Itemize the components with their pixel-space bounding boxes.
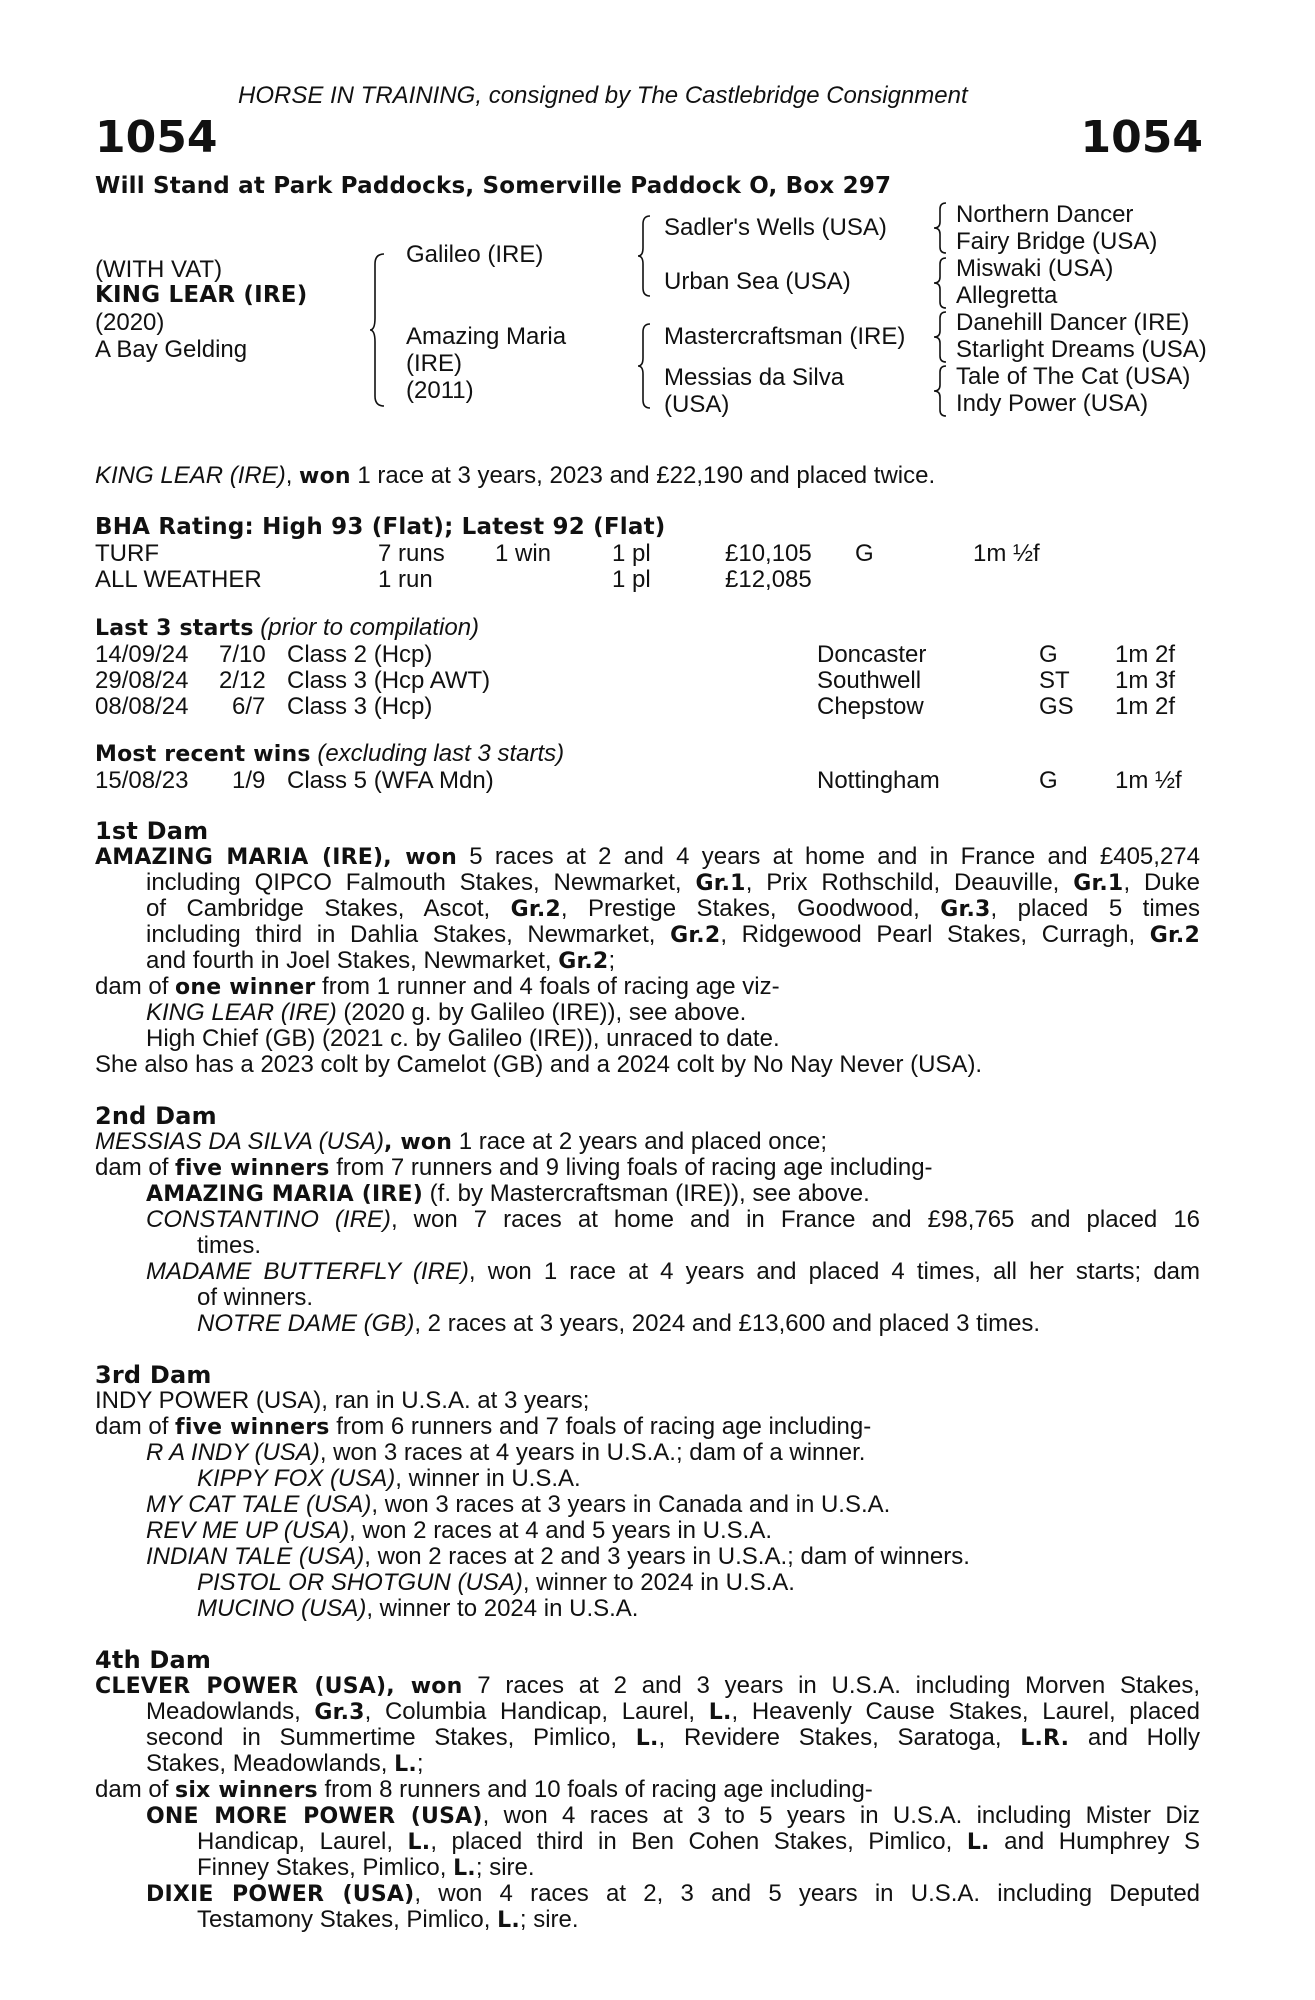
last3-heading bbox=[95, 615, 479, 642]
dam1-heading: 1st Dam bbox=[95, 817, 209, 845]
stand-location: Will Stand at Park Paddocks, Somerville Paddock O, Box 297 bbox=[95, 173, 892, 199]
start-row bbox=[95, 667, 1225, 693]
start-race: Class 3 (Hcp AWT) bbox=[287, 667, 491, 694]
dam4-line-7: Handicap, Laurel, L., placed third in Ben Cohen Stakes, Pimlico, L. and Humphrey S bbox=[197, 1828, 1200, 1855]
win-course: Nottingham bbox=[817, 767, 940, 794]
dam3-line-2: dam of five winners from 6 runners and 7 foals of racing age including- bbox=[95, 1413, 872, 1440]
rating-placed: 1 pl bbox=[612, 540, 651, 567]
start-distance: 1m 2f bbox=[1115, 641, 1176, 668]
dam4-line-2: Meadowlands, Gr.3, Columbia Handicap, Laurel, L., Heavenly Cause Stakes, Laurel, placed bbox=[146, 1698, 1200, 1725]
pedigree-g-ss-dam: Fairy Bridge (USA) bbox=[956, 228, 1158, 255]
start-position: 7/10 bbox=[219, 641, 266, 668]
dam2-line-1: MESSIAS DA SILVA (USA), won 1 race at 2 years and placed once; bbox=[95, 1128, 828, 1155]
dam1-line-3: of Cambridge Stakes, Ascot, Gr.2, Prestige Stakes, Goodwood, Gr.3, placed 5 times bbox=[146, 895, 1200, 922]
dam2-line-2: dam of five winners from 7 runners and 9 living foals of racing age including- bbox=[95, 1154, 933, 1181]
dam4-heading: 4th Dam bbox=[95, 1646, 212, 1674]
dam3-line-1: INDY POWER (USA), ran in U.S.A. at 3 years; bbox=[95, 1387, 590, 1414]
summary-won: won bbox=[299, 464, 351, 489]
summary-rest: 1 race at 3 years, 2023 and £22,190 and placed twice. bbox=[350, 462, 936, 489]
pedigree-g-ds-sire: Danehill Dancer (IRE) bbox=[956, 309, 1190, 336]
pedigree-brace-gds bbox=[934, 310, 948, 364]
dam3-produce: R A INDY (USA), won 3 races at 4 years in U.S.A.; dam of a winner. bbox=[146, 1439, 866, 1466]
dam3-produce: MY CAT TALE (USA), won 3 races at 3 years in Canada and in U.S.A. bbox=[146, 1491, 891, 1518]
start-going: ST bbox=[1039, 667, 1070, 694]
dam1-line-8: High Chief (GB) (2021 c. by Galileo (IRE)), unraced to date. bbox=[146, 1025, 780, 1052]
pedigree-dam-year: (2011) bbox=[406, 377, 474, 404]
dam4-line-6: ONE MORE POWER (USA), won 4 races at 3 to 5 years in U.S.A. including Mister Diz bbox=[146, 1802, 1200, 1829]
rating-distance: 1m ½f bbox=[973, 540, 1040, 567]
last3-title: Last 3 starts bbox=[95, 616, 254, 641]
recent-wins-heading bbox=[95, 741, 564, 768]
dam1-line-7: KING LEAR (IRE) (2020 g. by Galileo (IRE)), see above. bbox=[146, 999, 747, 1026]
dam3-produce: KIPPY FOX (USA), winner in U.S.A. bbox=[197, 1465, 581, 1492]
pedigree-dam-dam-name: Messias da Silva bbox=[664, 364, 845, 391]
pedigree-dam-sire: Mastercraftsman (IRE) bbox=[664, 323, 906, 350]
dam1-line-6: dam of one winner from 1 runner and 4 foals of racing age viz- bbox=[95, 973, 780, 1000]
pedigree-dam-dam-origin: (USA) bbox=[664, 391, 730, 418]
recent-wins-title: Most recent wins bbox=[95, 742, 311, 767]
rating-runs: 7 runs bbox=[378, 540, 445, 567]
rating-surface: TURF bbox=[95, 540, 159, 567]
dam3-heading: 3rd Dam bbox=[95, 1361, 212, 1389]
start-position: 2/12 bbox=[219, 667, 266, 694]
start-date: 29/08/24 bbox=[95, 667, 189, 694]
recent-wins-note: (excluding last 3 starts) bbox=[317, 740, 565, 767]
pedigree-dam-origin: (IRE) bbox=[406, 350, 462, 377]
win-position: 1/9 bbox=[232, 767, 266, 794]
horse-description: A Bay Gelding bbox=[95, 336, 248, 363]
pedigree-brace-gsd bbox=[934, 256, 948, 310]
dam4-line-3: second in Summertime Stakes, Pimlico, L., Revidere Stakes, Saratoga, L.R. and Holly bbox=[146, 1724, 1201, 1751]
horse-year: (2020) bbox=[95, 309, 165, 336]
pedigree-g-sd-dam: Allegretta bbox=[956, 282, 1058, 309]
start-course: Chepstow bbox=[817, 693, 924, 720]
last3-note: (prior to compilation) bbox=[260, 614, 480, 641]
start-distance: 1m 3f bbox=[1115, 667, 1176, 694]
dam1-line-1: AMAZING MARIA (IRE), won 5 races at 2 and 4 years at home and in France and £405,274 bbox=[95, 843, 1200, 870]
rating-prize: £10,105 bbox=[725, 540, 812, 567]
pedigree-g-sd-sire: Miswaki (USA) bbox=[956, 255, 1114, 282]
rating-prize: £12,085 bbox=[725, 566, 812, 593]
dam1-name: AMAZING MARIA (IRE) bbox=[95, 845, 384, 870]
pedigree-g-ss-sire: Northern Dancer bbox=[956, 201, 1134, 228]
dam4-line-4: Stakes, Meadowlands, L.; bbox=[146, 1750, 424, 1777]
dam1-line-2: including QIPCO Falmouth Stakes, Newmarket, Gr.1, Prix Rothschild, Deauville, Gr.1, Duke bbox=[146, 869, 1200, 896]
race-summary: KING LEAR (IRE), won 1 race at 3 years, 2023 and £22,190 and placed twice. bbox=[95, 462, 936, 489]
rating-placed: 1 pl bbox=[612, 566, 651, 593]
pedigree-brace-gss bbox=[934, 201, 948, 255]
pedigree-g-ds-dam: Starlight Dreams (USA) bbox=[956, 336, 1207, 363]
dam2-heading: 2nd Dam bbox=[95, 1102, 217, 1130]
lot-number-left: 1054 bbox=[95, 112, 218, 163]
bha-rating-heading: BHA Rating: High 93 (Flat); Latest 92 (Flat) bbox=[95, 514, 666, 540]
win-row bbox=[95, 767, 1225, 793]
pedigree-sire-dam: Urban Sea (USA) bbox=[664, 268, 851, 295]
start-row bbox=[95, 693, 1225, 719]
pedigree-brace-sire bbox=[638, 214, 652, 298]
start-race: Class 3 (Hcp) bbox=[287, 693, 433, 720]
start-date: 14/09/24 bbox=[95, 641, 189, 668]
summary-name: KING LEAR (IRE) bbox=[95, 462, 286, 489]
pedigree-brace-main bbox=[370, 252, 386, 408]
rating-runs: 1 run bbox=[378, 566, 433, 593]
win-race: Class 5 (WFA Mdn) bbox=[287, 767, 494, 794]
start-going: GS bbox=[1039, 693, 1074, 720]
rating-wins: 1 win bbox=[495, 540, 552, 567]
start-position: 6/7 bbox=[232, 693, 266, 720]
dam1-line-9: She also has a 2023 colt by Camelot (GB) and a 2024 colt by No Nay Never (USA). bbox=[95, 1051, 983, 1078]
dam3-produce: PISTOL OR SHOTGUN (USA), winner to 2024 in U.S.A. bbox=[197, 1569, 795, 1596]
start-distance: 1m 2f bbox=[1115, 693, 1176, 720]
win-going: G bbox=[1039, 767, 1058, 794]
dam2-line-5: times. bbox=[197, 1232, 262, 1259]
pedigree-g-dd-dam: Indy Power (USA) bbox=[956, 390, 1149, 417]
pedigree-sire-sire: Sadler's Wells (USA) bbox=[664, 214, 887, 241]
pedigree-g-dd-sire: Tale of The Cat (USA) bbox=[956, 363, 1191, 390]
pedigree-brace-dam bbox=[638, 322, 652, 410]
rating-row bbox=[95, 540, 1225, 566]
dam3-produce: MUCINO (USA), winner to 2024 in U.S.A. bbox=[197, 1595, 639, 1622]
dam4-line-8: Finney Stakes, Pimlico, L.; sire. bbox=[197, 1854, 535, 1881]
start-date: 08/08/24 bbox=[95, 693, 189, 720]
start-going: G bbox=[1039, 641, 1058, 668]
rating-surface: ALL WEATHER bbox=[95, 566, 262, 593]
dam4-line-1: CLEVER POWER (USA), won 7 races at 2 and 3 years in U.S.A. including Morven Stakes, bbox=[95, 1672, 1201, 1699]
start-course: Southwell bbox=[817, 667, 922, 694]
rating-row bbox=[95, 566, 1225, 592]
lot-number-right: 1054 bbox=[1080, 112, 1203, 163]
dam3-produce: INDIAN TALE (USA), won 2 races at 2 and 3 years in U.S.A.; dam of winners. bbox=[146, 1543, 970, 1570]
dam3-produce: REV ME UP (USA), won 2 races at 4 and 5 years in U.S.A. bbox=[146, 1517, 773, 1544]
win-date: 15/08/23 bbox=[95, 767, 189, 794]
start-race: Class 2 (Hcp) bbox=[287, 641, 433, 668]
horse-vat: (WITH VAT) bbox=[95, 256, 223, 283]
dam4-line-9: DIXIE POWER (USA), won 4 races at 2, 3 and 5 years in U.S.A. including Deputed bbox=[146, 1880, 1201, 1907]
pedigree-dam-name: Amazing Maria bbox=[406, 323, 567, 350]
start-course: Doncaster bbox=[817, 641, 927, 668]
dam2-line-8: NOTRE DAME (GB), 2 races at 3 years, 2024 and £13,600 and placed 3 times. bbox=[197, 1310, 1041, 1337]
dam4-line-5: dam of six winners from 8 runners and 10 foals of racing age including- bbox=[95, 1776, 873, 1803]
dam1-line-4: including third in Dahlia Stakes, Newmarket, Gr.2, Ridgewood Pearl Stakes, Curragh, Gr.2 bbox=[146, 921, 1201, 948]
pedigree-sire: Galileo (IRE) bbox=[406, 241, 544, 268]
dam1-line-5: and fourth in Joel Stakes, Newmarket, Gr.2; bbox=[146, 947, 616, 974]
dam2-line-3: AMAZING MARIA (IRE) (f. by Mastercraftsman (IRE)), see above. bbox=[146, 1180, 870, 1207]
pedigree-brace-gdd bbox=[934, 364, 948, 418]
horse-name: KING LEAR (IRE) bbox=[95, 282, 308, 308]
dam2-line-6: MADAME BUTTERFLY (IRE), won 1 race at 4 years and placed 4 times, all her starts; dam bbox=[146, 1258, 1201, 1285]
dam2-line-4: CONSTANTINO (IRE), won 7 races at home and in France and £98,765 and placed 16 bbox=[146, 1206, 1201, 1233]
consignment-line: HORSE IN TRAINING, consigned by The Castlebridge Consignment bbox=[238, 82, 968, 109]
rating-going: G bbox=[855, 540, 874, 567]
start-row bbox=[95, 641, 1225, 667]
dam2-line-7: of winners. bbox=[197, 1284, 314, 1311]
dam4-line-10: Testamony Stakes, Pimlico, L.; sire. bbox=[197, 1906, 579, 1933]
win-distance: 1m ½f bbox=[1115, 767, 1182, 794]
